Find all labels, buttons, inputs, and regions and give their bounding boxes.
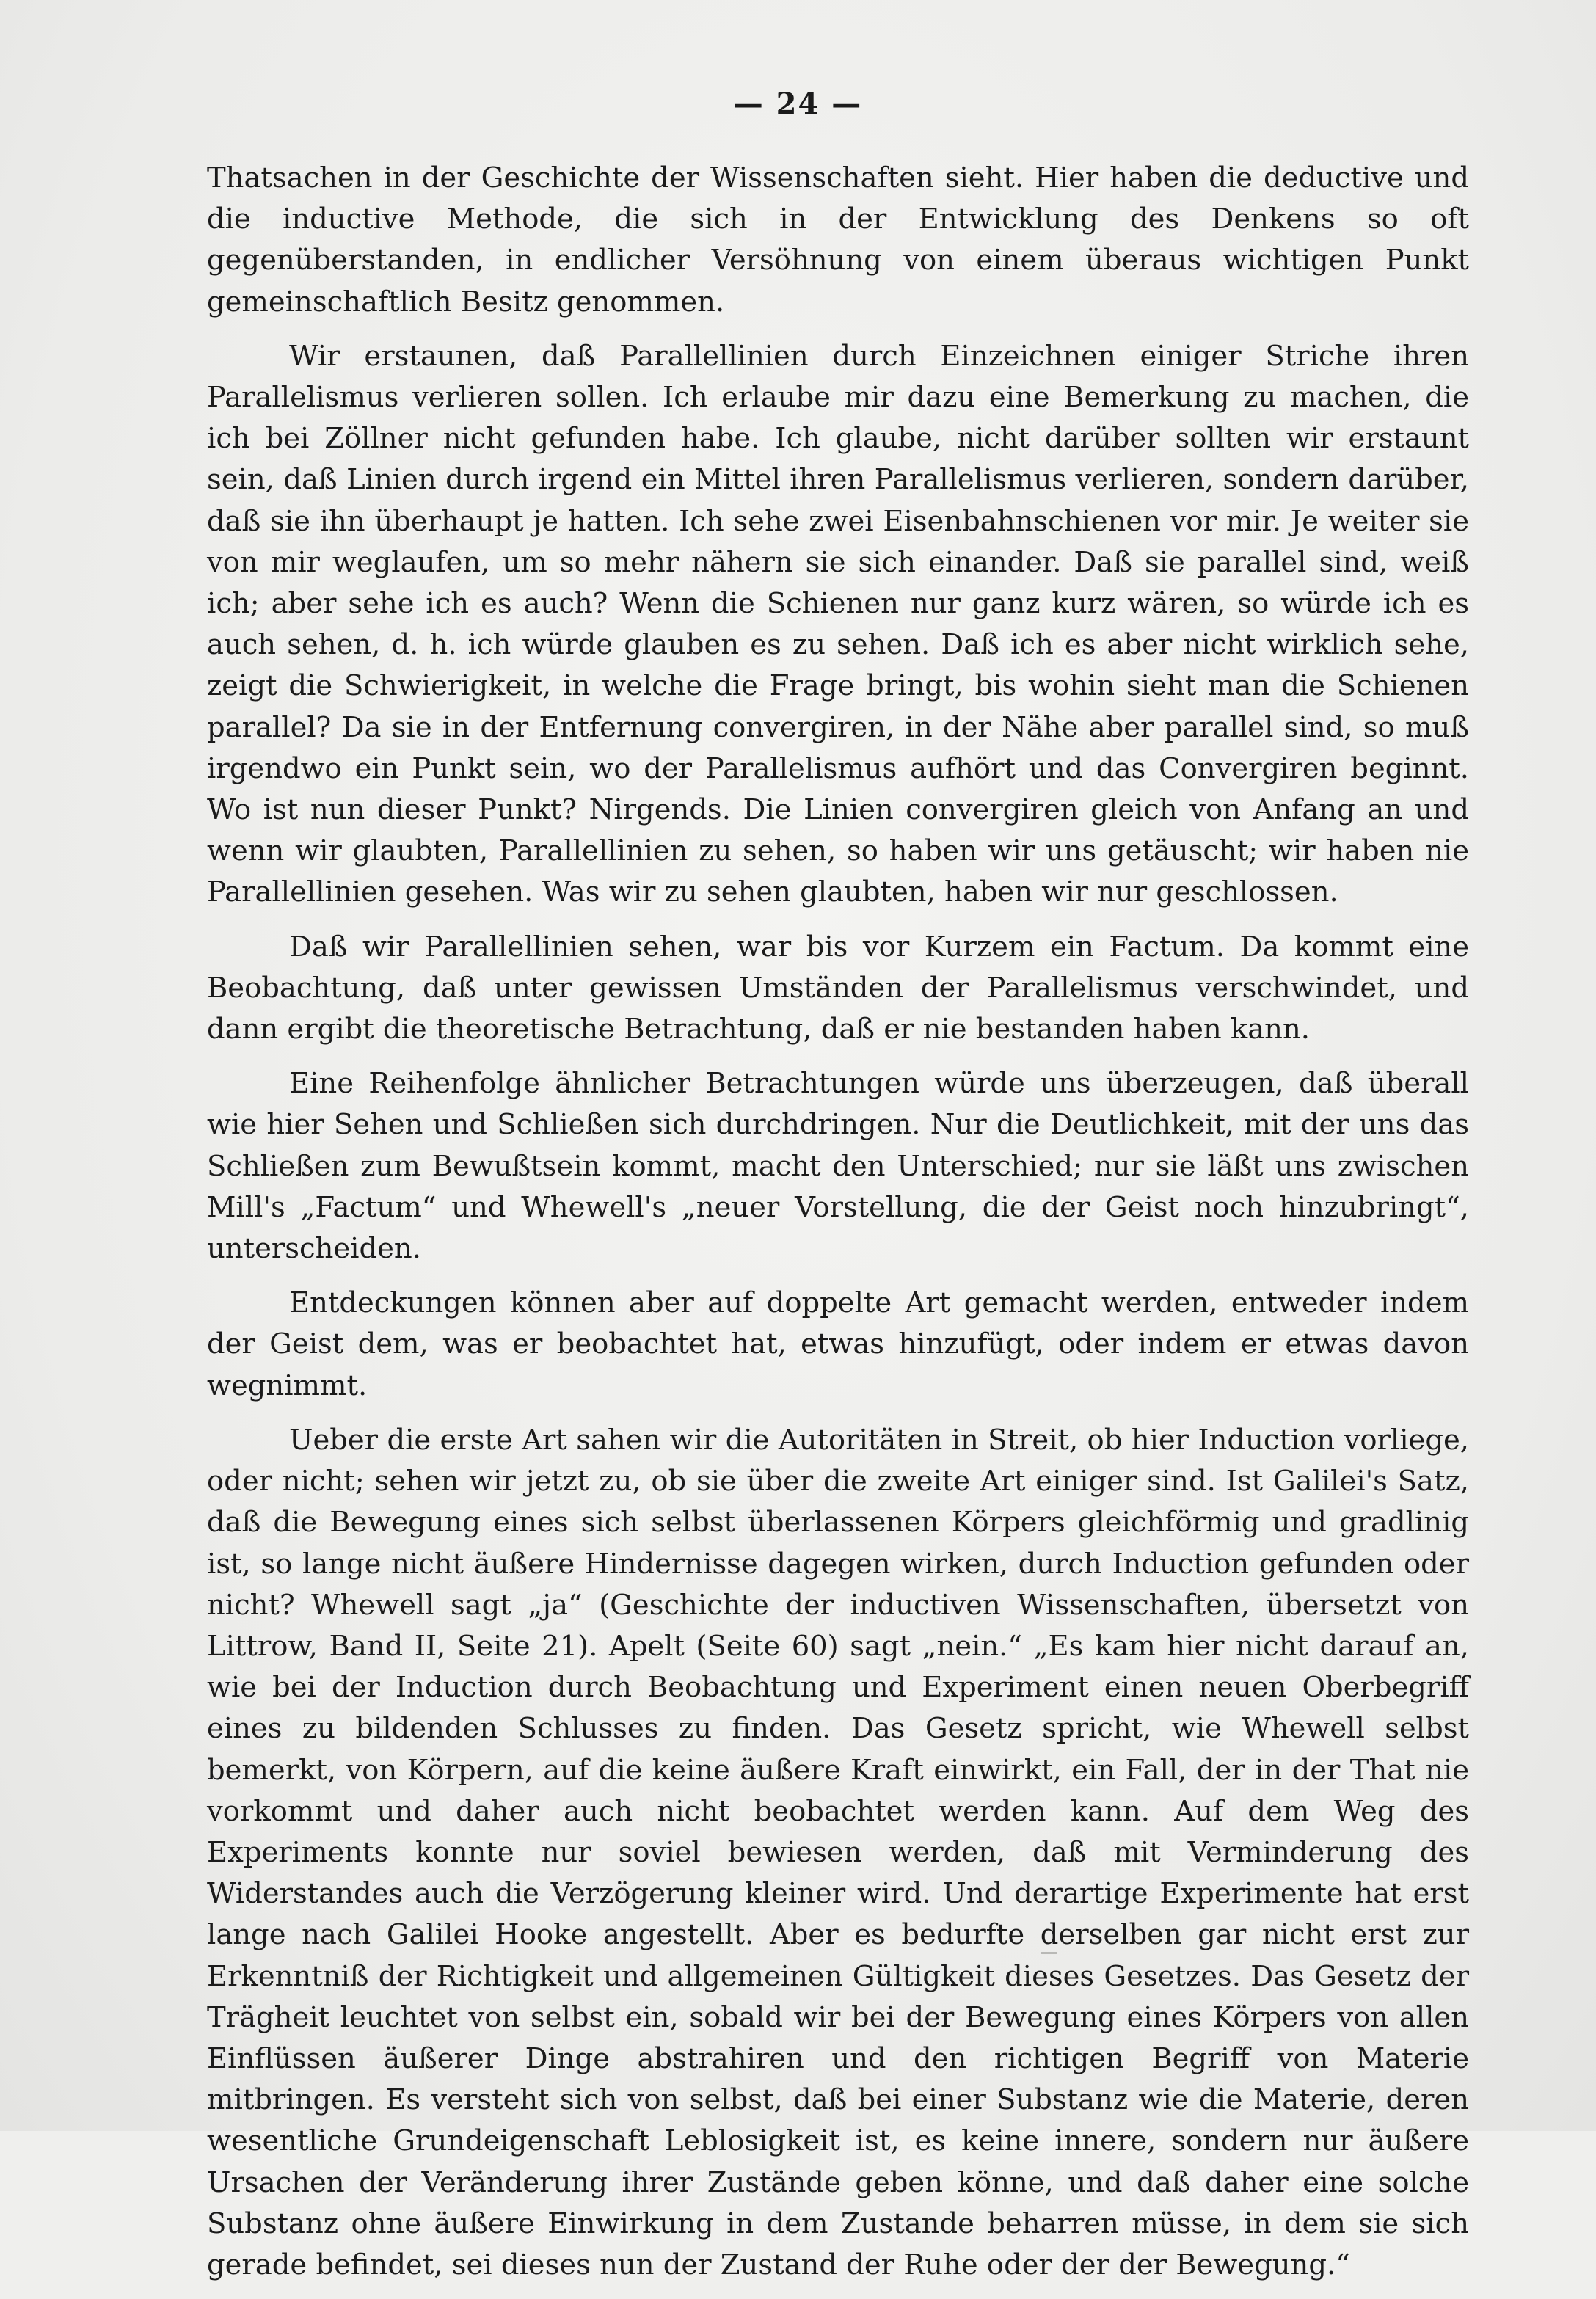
paragraph-6: Ueber die erste Art sahen wir die Autoritäten in Streit, ob hier Induction vorliege, oder nicht; sehen wir jetzt zu, ob sie über die zweite Art einiger sind. Ist Galilei's Satz, daß die Bewegung eines sich selbst überlassenen Körpers gleichförmig und gradlinig ist, so lange nicht äußere Hindernisse dagegen wirken, durch Induction gefunden oder nicht? Whewell sagt „ja“ (Geschichte der inductiven Wissenschaften, übersetzt von Littrow, Band II, Seite 21). Apelt (Seite 60) sagt „nein.“ „Es kam hier nicht darauf an, wie bei der Induction durch Beobachtung und Experiment einen neuen Oberbegriff eines zu bildenden Schlusses zu finden. Das Gesetz spricht, wie Whewell selbst bemerkt, von Körpern, auf die keine äußere Kraft einwirkt, ein Fall, der in der That nie vorkommt und daher auch nicht beobachtet werden kann. Auf dem Weg des Experiments konnte nur soviel bewiesen werden, daß mit Verminderung des Widerstandes auch die Verzögerung kleiner wird. Und derartige Experimente hat erst lange nach Galilei Hooke angestellt. Aber es bedurfte derselben gar nicht erst zur Erkenntniß der Richtigkeit und allgemeinen Gültigkeit dieses Gesetzes. Das Gesetz der Trägheit leuchtet von selbst ein, sobald wir bei der Bewegung eines Körpers von allen Einflüssen äußerer Dinge abstrahiren und den richtigen Begriff von Materie mitbringen. Es versteht sich von selbst, daß bei einer Substanz wie die Materie, deren wesentliche Grundeigenschaft Leblosigkeit ist, es keine innere, sondern nur äußere Ursachen der Veränderung ihrer Zustände geben könne, und daß daher eine solche Substanz ohne äußere Einwirkung in dem Zustande beharren müsse, in dem sie sich gerade befindet, sei dieses nun der Zustand der Ruhe oder der der Bewegung.“ (207, 1423, 1469, 2281)
paragraph-1: Thatsachen in der Geschichte der Wissenschaften sieht. Hier haben die deductive und die inductive Methode, die sich in der Entwicklung des Denkens so oft gegenüberstanden, in endlicher Versöhnung von einem überaus wichtigen Punkt gemeinschaftlich Besitz genommen. (207, 161, 1469, 318)
paragraph-2: Wir erstaunen, daß Parallellinien durch Einzeichnen einiger Striche ihren Parallelismus verlieren sollen. Ich erlaube mir dazu eine Bemerkung zu machen, die ich bei Zöllner nicht gefunden habe. Ich glaube, nicht darüber sollten wir erstaunt sein, daß Linien durch irgend ein Mittel ihren Parallelismus verlieren, sondern darüber, daß sie ihn überhaupt je hatten. Ich sehe zwei Eisenbahnschienen vor mir. Je weiter sie von mir weglaufen, um so mehr nähern sie sich einander. Daß sie parallel sind, weiß ich; aber sehe ich es auch? Wenn die Schienen nur ganz kurz wären, so würde ich es auch sehen, d. h. ich würde glauben es zu sehen. Daß ich es aber nicht wirklich sehe, zeigt die Schwierigkeit, in welche die Frage bringt, bis wohin sieht man die Schienen parallel? Da sie in der Entfernung convergiren, in der Nähe aber parallel sind, so muß irgendwo ein Punkt sein, wo der Parallelismus aufhört und das Convergiren beginnt. Wo ist nun dieser Punkt? Nirgends. Die Linien convergiren gleich von Anfang an und wenn wir glaubten, Parallellinien zu sehen, so haben wir uns getäuscht; wir haben nie Parallellinien gesehen. Was wir zu sehen glaubten, haben wir nur geschlossen. (207, 339, 1469, 909)
paragraph-4: Eine Reihenfolge ähnlicher Betrachtungen würde uns überzeugen, daß überall wie hier Sehen und Schließen sich durchdringen. Nur die Deutlichkeit, mit der uns das Schließen zum Bewußtsein kommt, macht den Unterschied; nur sie läßt uns zwischen Mill's „Factum“ und Whewell's „neuer Vorstellung, die der Geist noch hinzubringt“, unterscheiden. (207, 1067, 1469, 1266)
body-text (207, 158, 1469, 2299)
page-number: — 24 — (733, 87, 863, 121)
paragraph-5: Entdeckungen können aber auf doppelte Art gemacht werden, entweder indem der Geist dem, was er beobachtet hat, etwas hinzufügt, oder indem er etwas davon wegnimmt. (207, 1286, 1469, 1402)
page-blemish (1041, 1952, 1057, 1954)
paragraph-3: Daß wir Parallellinien sehen, war bis vor Kurzem ein Factum. Da kommt eine Beobachtung, daß unter gewissen Umständen der Parallelismus verschwindet, und dann ergibt die theoretische Betrachtung, daß er nie bestanden haben kann. (207, 930, 1469, 1046)
